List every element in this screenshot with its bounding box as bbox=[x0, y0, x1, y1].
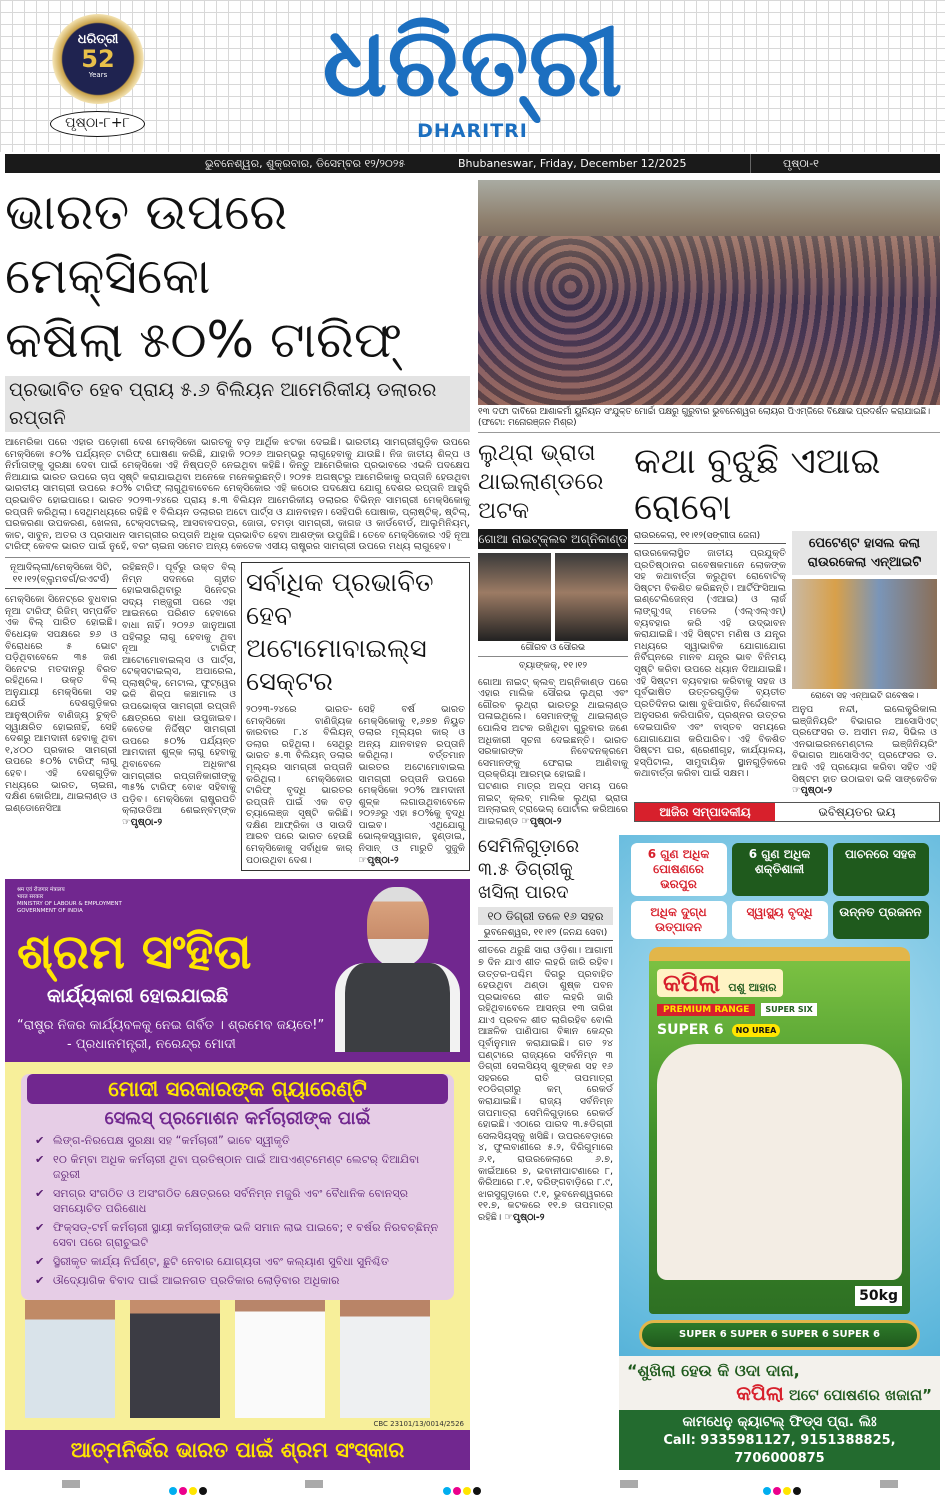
lead-column-1 bbox=[5, 562, 117, 871]
anniversary-badge bbox=[52, 14, 144, 104]
guarantee-subtitle: ସେଲସ୍ ପ୍ରମୋଶନ କର୍ମଚାରୀଙ୍କ ପାଇଁ bbox=[104, 1108, 371, 1130]
robot-photo-caption: ରୋବୋ ସହ ଏନ୍‌ଆଇଟି ଗବେଷକ। bbox=[810, 691, 919, 701]
temperature-subhead: ୧୦ ଡିଗ୍ରୀ ତଳେ ୧୬ ସହର bbox=[478, 907, 613, 925]
photo-caption: ୧୩ ଦଫା ଦାବିରେ ଆଶାକର୍ମୀ ୟୁନିୟନ ସଂଯୁକ୍ତ ମୋର୍ଚ୍ଚା ପକ୍ଷରୁ ଗୁରୁବାର ଭୁବନେଶ୍ୱର ଲୋୟର ପିଏମ୍‌ଜିରେ ବିକ୍ଷୋଭ ପ୍ରଦର୍ଶନ କରାଯାଇଛି। (ଫଟୋ: ମନୋରଞ୍ଜନ ମିଶ୍ର) bbox=[478, 405, 940, 433]
page-number: ପୃଷ୍ଠା-୧ bbox=[750, 154, 819, 173]
ad-claim: ଅଧିକ ଦୁଗ୍ଧ ଉତ୍ପାଦନ bbox=[631, 901, 727, 939]
continued-link[interactable]: ☞ପୃଷ୍ଠା-୨ bbox=[358, 854, 399, 866]
worker-photo bbox=[25, 1300, 115, 1418]
patent-headline: ପେଟେଣ୍ଟ ହାସଲ କଲା ରାଉରକେଲା ଏନ୍‌ଆଇଟି bbox=[792, 531, 937, 575]
temperature-story bbox=[478, 835, 613, 1470]
no-urea-badge: NO UREA bbox=[732, 1024, 781, 1037]
robot-photo bbox=[792, 579, 937, 689]
auto-box-headline[interactable]: ସର୍ବାଧିକ ପ୍ରଭାବିତ ହେବ ଅଟୋମୋବାଇଲ୍ସ ସେକ୍ଟର bbox=[246, 567, 434, 697]
ad-subtitle: କାର୍ଯ୍ୟକାରୀ ହୋଇଯାଇଛି bbox=[47, 985, 229, 1008]
guarantee-item: ✔ ଫିକ୍ସଡ୍-ଟର୍ମ କର୍ମଚାରୀ ସ୍ଥାୟୀ କର୍ମଚାରୀଙ୍କ ଭଳି ସମାନ ଲାଭ ପାଇବେ; ୧ ବର୍ଷର ନିରବଚ୍ଛିନ୍ନ ସେବା ପରେ ଗ୍ରାଚୁଇଟି bbox=[35, 1221, 439, 1250]
lead-col1-text: ମେକ୍ସିକୋ ସିନେଟ୍‌ରେ ବୁଧବାର ନୂଆ ଟାରିଫ୍ ରିଜିମ୍ ସମ୍ପର୍କିତ ଏକ ବିଲ୍ ପାରିତ ହୋଇଛି। ବିଧେୟକ ସପକ୍ଷରେ ୭୬ ଓ ବିରୋଧରେ ୫ ଭୋଟ ପଡ଼ିଥିବାବେଳେ ୩୫ ଜଣ ସିନେଟର ମତଦାନରୁ ବିରତ ରହିଥିଲେ। ଉକ୍ତ ବିଲ୍ ଅନୁଯାୟୀ ମେକ୍ସିକୋ ସହ ଯେଉଁ ଦେଶଗୁଡ଼ିକର ଆନୁଷ୍ଠାନିକ ବାଣିଜ୍ୟ ଚୁକ୍ତି ସ୍ୱାକ୍ଷରିତ ହୋଇନାହିଁ, ସେହି ଦେଶରୁ ଆମଦାନୀ ହେବାକୁ ଥିବା ୧,୪୦୦ ପ୍ରକାର ସାମଗ୍ରୀ ଉପରେ ୫୦% ଟାରିଫ୍ ଲାଗୁ ହେବ। ଏହି ଦେଶଗୁଡ଼ିକ ମଧ୍ୟରେ ଭାରତ, ଚାଇନା, ଦକ୍ଷିଣ କୋରିଆ, ଥାଇଲାଣ୍ଡ ଓ ଇଣ୍ଡୋନେସିଆ bbox=[5, 594, 117, 814]
robot-body-2-text: ଅନୁପ ନନ୍ଦୀ, ଇଲେକ୍ଟ୍ରିକାଲ ଇଞ୍ଜିନିୟରିଂ ବିଭାଗର ଆସୋସିଏଟ୍ ପ୍ରଫେସର ଡ. ଅସୀମ ନନ୍ଦ, ସିଭିଲ ଓ ଏନଭାଇରନମେଣ୍ଟାଲ ଇଞ୍ଜିନିୟରିଂ ବିଭାଗର ଆସୋସିଏଟ୍ ପ୍ରଫେସର ଡ. ଆଦି ଏହି ପ୍ରୟୋଗ କରିବା ସହିତ ଏହି ସିଷ୍ଟମ ହାତ ଉଠାଇବା ଭଳି ସାଙ୍କେତିକ bbox=[792, 704, 937, 785]
lead-column-2 bbox=[122, 562, 236, 871]
weight-label: 50kg bbox=[855, 1286, 902, 1306]
brand-name: କପିଲା ପଶୁ ଆହାର bbox=[657, 969, 783, 997]
tagline-2: କପିଲା ଅଟେ ପୋଷଣର ଖଜାନା” bbox=[736, 1381, 932, 1405]
guarantee-item: ✔ ଔଦ୍ୟୋଗିକ ବିବାଦ ପାଇଁ ଆଇନଗତ ପ୍ରତିକାର ଲୋଡ଼ିବାର ଅଧିକାର bbox=[35, 1274, 340, 1288]
protest-photo bbox=[478, 180, 940, 405]
robot-story bbox=[634, 439, 940, 827]
workers-photo-strip bbox=[5, 1300, 470, 1418]
thailand-text: ଗୋଆ ନାଇଟ୍ କ୍ଲବ୍ ଅଗ୍ନିକାଣ୍ଡ ପରେ ଏହାର ମାଲିକ ସୌରଭ ଲୁଥ୍ରା ଏବଂ ଗୌରବ ଲୁଥ୍ରା ଭାରତରୁ ଥାଇଲାଣ୍ଡ ପଳାଇଥିଲେ। ସେମାନଙ୍କୁ ଥାଇଲାଣ୍ଡ ପୋଲିସ ଅଟକ ରଖିଥିବା ଗୁରୁବାର ଜଣେ ଅଧିକାରୀ ସୂଚନା ଦେଇଛନ୍ତି। ଭାରତ ସରକାରଙ୍କ ନିବେଦନକ୍ରମେ ସେମାନଙ୍କୁ ଫେରାଇ ଆଣିବାକୁ ପ୍ରକ୍ରିୟା ଆରମ୍ଭ ହୋଇଛି। bbox=[478, 676, 628, 781]
right-column bbox=[478, 180, 940, 1470]
tagline-1: “ଶୁଖିଲା ହେଉ କି ଓଦା ଦାନା, bbox=[627, 1361, 800, 1380]
temperature-body bbox=[478, 945, 613, 1223]
print-registration-marks bbox=[0, 1474, 945, 1494]
odia-date: ଭୁବନେଶ୍ୱର, ଶୁକ୍ରବାର, ଡିସେମ୍ବର ୧୨/୨୦୨୫ bbox=[205, 157, 406, 170]
lead-headline-line1: ଭାରତ ଉପରେ ମେକ୍ସିକୋ bbox=[5, 183, 288, 305]
logo-latin: DHARITRI bbox=[417, 120, 528, 142]
ministry-line: MINISTRY OF LABOUR & EMPLOYMENT bbox=[17, 901, 122, 908]
page-count: ପୃଷ୍ଠା-୮+୮ bbox=[50, 111, 145, 137]
super-label: SUPER 6 bbox=[657, 1022, 724, 1039]
ad-footer: ଆତ୍ମନିର୍ଭର ଭାରତ ପାଇଁ ଶ୍ରମ ସଂସ୍କାର bbox=[5, 1430, 470, 1470]
thailand-photo-caption: ଗୌରବ ଓ ସୌରଭ bbox=[478, 641, 628, 657]
thailand-story bbox=[478, 439, 628, 827]
guarantee-item: ✔ ଲିଙ୍ଗ-ନିରପେକ୍ଷ ସୁରକ୍ଷା ସହ “କର୍ମଚାରୀ” ଭାବେ ସ୍ୱୀକୃତି bbox=[35, 1134, 290, 1148]
lead-dateline: ନୂଆଦିଲ୍ଲୀ/ମେକ୍ସିକୋ ସିଟି, ୧୧।୧୨(ବ୍ଲୁମବର୍ଗ/ରଏଟର୍ସ) bbox=[5, 562, 117, 589]
ministry-line: श्रम एवं रोजगार मंत्रालय bbox=[17, 887, 65, 894]
ad-contact bbox=[619, 1410, 940, 1470]
worker-photo bbox=[130, 1300, 220, 1418]
lead-headline[interactable] bbox=[5, 180, 470, 372]
left-column bbox=[5, 180, 470, 1470]
pm-portrait bbox=[335, 887, 460, 1052]
ad-claim: ପାଚନରେ ସହଜ bbox=[833, 843, 929, 896]
ad-claim: ଉନ୍ନତ ପ୍ରଜନନ bbox=[833, 901, 929, 939]
guarantee-item: ✔ ସ୍ଥିରୀକୃତ କାର୍ଯ୍ୟ ନିର୍ଘଣ୍ଟ, ଛୁଟି ନେବାର ଯୋଗ୍ୟତା ଏବଂ କଲ୍ୟାଣ ସୁବିଧା ସୁନିଶ୍ଚିତ bbox=[35, 1255, 389, 1269]
guarantee-item: ✔ ୧୦ କିମ୍ବା ଅଧିକ କର୍ମଚାରୀ ଥିବା ପ୍ରତିଷ୍ଠାନ ପାଇଁ ଆପଏଣ୍ଟମେଣ୍ଟ ଲେଟର୍ ଦିଆଯିବା ଜରୁରୀ bbox=[35, 1153, 420, 1182]
continued-link[interactable]: ☞ପୃଷ୍ଠା-୨ bbox=[122, 817, 163, 828]
auto-box-col2: ସେହି ବର୍ଷ ଭାରତ ମେକ୍ସିକୋକୁ ୧,୬୭୭ ନିୟୁତ ଡଲାର ମୂଲ୍ୟର କାର୍ ଓ ଅନ୍ୟ ଯାନବାହନ ରପ୍ତାନି କରିଥିଲା। ବର୍ତ୍ତମାନ ଭାରତର ଅଟୋମୋବାଇଲ ସାମଗ୍ରୀ ରପ୍ତାନି ଉପରେ ମେକ୍ସିକୋ ୨୦% ଆମଦାନୀ ଶୁଳ୍କ ଲଗାଉଥିବାବେଳେ ୨୦୨୬ରୁ ଏହା ୫୦%କୁ ବୃଦ୍ଧି ପାଇବ। ଏଥିଯୋଗୁ ଭୋଲ୍‌କସ୍‌ୱାଗନ, ହୁଣ୍ଡାଇ, ନିସାନ୍ ଓ ମାରୁତି ସୁଜୁକି bbox=[358, 703, 465, 855]
ad-attribution: - ପ୍ରଧାନମନ୍ତ୍ରୀ, ନରେନ୍ଦ୍ର ମୋଦୀ bbox=[67, 1037, 236, 1053]
badge-logo: ଧରିତ୍ରୀ bbox=[77, 32, 119, 47]
newspaper-logo[interactable] bbox=[300, 0, 645, 150]
english-date: Bhubaneswar, Friday, December 12/2025 bbox=[458, 157, 687, 170]
date-bar bbox=[5, 154, 940, 173]
phone-numbers[interactable]: Call: 9335981127, 9151388825, 7706000875 bbox=[663, 1433, 896, 1466]
check-icon: ✔ bbox=[35, 1221, 45, 1235]
check-icon: ✔ bbox=[35, 1255, 45, 1269]
guarantee-list bbox=[21, 1133, 454, 1288]
ad-claim: 6 ଗୁଣ ଅଧିକ ପୋଷଣରେ ଭରପୁର bbox=[631, 843, 727, 896]
feed-bag bbox=[649, 947, 910, 1314]
continued-link[interactable]: ☞ପୃଷ୍ଠା-୨ bbox=[521, 815, 562, 827]
super-six-badge: SUPER SIX bbox=[761, 1003, 816, 1016]
ministry-line: भारत सरकार bbox=[17, 894, 44, 901]
continued-link[interactable]: ☞ପୃଷ୍ଠା-୨ bbox=[792, 785, 833, 797]
ad-claim: 6 ଗୁଣ ଅଧିକ ଶକ୍ତିଶାଳୀ bbox=[732, 843, 828, 896]
robot-body-2 bbox=[792, 704, 937, 797]
guarantee-item: ✔ ସମଗ୍ର ସଂଗଠିତ ଓ ଅସଂଗଠିତ କ୍ଷେତ୍ରରେ ସର୍ବନିମ୍ନ ମଜୁରି ଏବଂ ବୈଧାନିକ ବୋନସ୍‌ର ସମୟୋଚିତ ପରିଶୋଧ bbox=[35, 1187, 409, 1216]
thailand-body bbox=[478, 660, 628, 827]
suspect-photo bbox=[555, 553, 628, 641]
editorial-label: ଆଜିର ସମ୍ପାଦକୀୟ bbox=[635, 803, 775, 821]
lead-intro: ଆମେରିକା ପରେ ଏହାର ପଡ଼ୋଶୀ ଦେଶ ମେକ୍ସିକୋ ଭାରତକୁ ବଡ଼ ଆର୍ଥିକ ଝଟକା ଦେଇଛି। ଭାରତୀୟ ସାମଗ୍ରୀଗୁଡ଼ିକ ଉପରେ ମେକ୍ସିକୋ ୫୦% ପର୍ଯ୍ୟନ୍ତ ଟାରିଫ୍ ଘୋଷଣା କରିଛି, ଯାହାକି ୨୦୨୬ ଆରମ୍ଭରୁ ଲାଗୁହେବାକୁ ଯାଉଛି। ନିଜ ଜାତୀୟ ଶିଳ୍ପ ଓ ନିର୍ମାତାଙ୍କୁ ସୁରକ୍ଷା ଦେବା ପାଇଁ ମେକ୍ସିକୋ ଏହି ନିଷ୍ପତ୍ତି ନେଇଥିବା କହିଛି। କିନ୍ତୁ ଆମେରିକାର ପ୍ରଭାବରେ ଏଭଳି ପଦକ୍ଷେପ ନିଆଯାଇ ଭାରତ ଉପରେ ଚାପ ସୃଷ୍ଟି କରାଯାଇଥିବା ଅନେକେ ମନେକରୁଛନ୍ତି। ୨୦୨୫ ଅଗଷ୍ଟରୁ ଆମେରିକାକୁ ରପ୍ତାନି ହେଉଥିବା ଭାରତୀୟ ସାମଗ୍ରୀ ଉପରେ ୫୦% ଟାରିଫ୍ ଲାଗୁଥିବାବେଳେ ମେକ୍ସିକୋର ଏହି କଠୋର ପଦକ୍ଷେପ ଯୋଗୁ ଦେଶର ରପ୍ତାନି ଆହୁରି ପ୍ରଭାବିତ ହୋଇପାରେ। ଭାରତ ୨୦୨୩-୨୪ରେ ପ୍ରାୟ ୫.୩ ବିଲିୟନ ଆମେରିକୀୟ ଡଲାରର ବିଭିନ୍ନ ସାମଗ୍ରୀ ମେକ୍ସିକୋକୁ ରପ୍ତାନି କରିଥିଲା। ସେଥିମଧ୍ୟରେ ରହିଛି ୧ ବିଲିୟନ ଡଲାରର ଅଟୋ ପାର୍ଟ୍ସ ଓ ଯାନବାହନ। ସେହିପରି ପୋଷାକ, ପ୍ଲାଷ୍ଟିକ୍, ଷ୍ଟିଲ୍, ଘରକରଣା ଉପକରଣ, ଖେଳନା, ଟେକ୍ସଟାଇଲ୍, ଆସବାବପତ୍ର, ଜୋତା, ଚମଡ଼ା ସାମଗ୍ରୀ, କାଗଜ ଓ କାର୍ଡବୋର୍ଡ, ଆଲୁମିନିୟମ୍, କାଚ, ସାବୁନ, ଅତର ଓ ପ୍ରସାଧନ ସାମଗ୍ରୀର ରପ୍ତାନି ଅଧିକ ପ୍ରଭାବିତ ହେବା ଆଶଙ୍କା ଉପୁଜିଛି। ତେବେ ମେକ୍ସିକୋର ଏହି ନୂଆ ଟାରିଫ୍ କେବଳ ଭାରତ ପାଇଁ ନୁହେଁ, ବରଂ ଚାଇନା ସମେତ ଅନ୍ୟ କେତେକ ଏସୀୟ ରାଷ୍ଟ୍ରର ସାମଗ୍ରୀ ଉପରେ ମଧ୍ୟ ଲାଗୁହେବ। bbox=[5, 437, 470, 553]
thailand-dateline: ବ୍ୟାଙ୍କକ୍, ୧୧।୧୨ bbox=[518, 660, 588, 671]
ad-title: ଶ୍ରମ ସଂହିତା bbox=[17, 924, 252, 981]
temperature-headline[interactable]: ସେମିଳିଗୁଡ଼ାରେ ୩.୫ ଡିଗ୍ରୀକୁ ଖସିଲା ପାରଦ bbox=[478, 836, 580, 904]
lead-subhead: ପ୍ରଭାବିତ ହେବ ପ୍ରାୟ ୫.୬ ବିଲିୟନ ଆମେରିକୀୟ ଡଲାରର ରପ୍ତାନି bbox=[5, 376, 470, 432]
temperature-text: ଶୀତରେ ଥରୁଛି ସାରା ଓଡ଼ିଶା। ଆଗାମୀ ୭ ଦିନ ଯାଏ ଶୀତ ଲହରି ଜାରି ରହିବ। ଉତ୍ତର-ପଶ୍ଚିମ ଦିଗରୁ ପ୍ରବାହିତ ହେଉଥିବା ଥଣ୍ଡା ଶୁଷ୍କ ପବନ ପ୍ରଭାବରେ ଶୀତ ଲହରି ଜାରି ରହିଥିବାବେଳେ ଆସନ୍ତା ୧୩ ତାରିଖ ଯାଏ ପ୍ରବଳ ଶୀତ ଲାଗିରହିବ ବୋଲି ଆଞ୍ଚଳିକ ପାଣିପାଗ ବିଜ୍ଞାନ କେନ୍ଦ୍ର ପୂର୍ବାନୁମାନ କରାଯାଇଛି। ଗତ ୨୪ ଘଣ୍ଟାରେ ରାଜ୍ୟରେ ସର୍ବନିମ୍ନ ୩ ଡିଗ୍ରୀ ସେଲସିୟସ୍ ଶୁଙ୍କଣ ସହ ୧୬ ସହରରେ ରାତି ତାପମାତ୍ରା ୧୦ଡିଗ୍ରୀରୁ କମ୍ ରେକର୍ଡ କରାଯାଇଛି। ରାଜ୍ୟ ସର୍ବନିମ୍ନ ତାପମାତ୍ରା ସେମିଳିଗୁଡ଼ାରେ ରେକର୍ଡ ହୋଇଛି। ଏଠାରେ ପାରଦ ୩.୫ଡିଗ୍ରୀ ସେଲସିୟସ୍‌କୁ ଖସିଛି। ଉପରବେଡ଼ାରେ ୪, ଫୁଲବାଣୀରେ ୫.୨, ଦିରିଗୁମାରେ ୬.୧, ରାଉରକେଲାରେ ୬.୭, କାଇଁଆରେ ୭, ଭବାନୀପାଟଣାରେ ୮, କିରିଆରେ ୮.୧, ଦରିଙ୍ଗବାଡ଼ିରେ ୮.୯, ଝାରସୁଗୁଡ଼ାରେ ୯.୧, ଭୁବନେଶ୍ୱରରେ ୧୧.୭, କଟକରେ ୧୧.୭ ତାପମାତ୍ରା ରହିଛି। bbox=[478, 945, 613, 1223]
cow-image bbox=[657, 1044, 902, 1280]
continued-link[interactable]: ☞ପୃଷ୍ଠା-୨ bbox=[504, 1211, 545, 1223]
company-name: କାମଧେନୁ କ୍ୟାଟଲ୍ ଫିଡ୍‌ସ ପ୍ରା. ଲିଃ bbox=[682, 1414, 877, 1430]
auto-box-col1: ୨୦୨୩-୨୪ରେ ଭାରତ-ମେକ୍ସିକୋ ବାଣିଜ୍ୟିକ କାରବାର ୮.୪ ବିଲିୟନ୍ ଡଲାର ରହିଥିଲା। ସେଥିରୁ ଭାରତ ୫.୩ ବିଲିୟନ୍ ଡଲାର ମୂଲ୍ୟର ସାମଗ୍ରୀ ରପ୍ତାନି କରିଥିଲା। ମେକ୍ସିକୋର ଟାରିଫ୍ ବୃଦ୍ଧି ଭାରତର ରପ୍ତାନି ପାଇଁ ଏକ ବଡ଼ ଚ୍ୟାଲେଞ୍ଜ ସୃଷ୍ଟି କରିଛି। ଦକ୍ଷିଣ ଆଫ୍ରିକା ଓ ସାଉଦି ଆରବ ପରେ ଭାରତ ହେଉଛି ମେକ୍ସିକୋକୁ ସର୍ବାଧିକ କାର୍ ପଠାଉଥିବା ଦେଶ। bbox=[246, 703, 353, 866]
check-icon: ✔ bbox=[35, 1274, 45, 1288]
lead-headline-line2: କଷିଲା ୫୦% ଟାରିଫ୍ bbox=[5, 311, 402, 369]
ad-code: CBC 23101/13/0014/2526 bbox=[373, 1420, 464, 1428]
front-page-content bbox=[5, 180, 940, 1470]
labour-code-advertisement bbox=[5, 879, 470, 1470]
ad-quote: “ରାଷ୍ଟ୍ର ନିଜର କାର୍ଯ୍ୟବଳକୁ ନେଇ ଗର୍ବିତ । ଶ୍ରମେବ ଜୟତେ!” bbox=[17, 1018, 325, 1034]
ministry-line: GOVERNMENT OF INDIA bbox=[17, 908, 83, 915]
robot-body: ରାଉରକେଲାସ୍ଥିତ ଜାତୀୟ ପ୍ରଯୁକ୍ତି ପ୍ରତିଷ୍ଠାନର ଗବେଷକମାନେ ଲୋକଙ୍କ ସହ କଥାବାର୍ତ୍ତା କରୁଥିବା ରୋବୋଟିକ୍ ସିଷ୍ଟମ ବିକଶିତ କରିଛନ୍ତି। ଆର୍ଟିଫିସିଆଲ ଇଣ୍ଟେଲିଜେନ୍ସ (ଏଆଇ) ଓ ଲାର୍ଜ ଲାଙ୍ଗୁଏଜ୍ ମଡେଲ (ଏଲ୍‌ଏଲ୍‌ଏମ୍) ବ୍ୟବହାର କରି ଏହି ଉଦ୍ଭାବନ କରାଯାଇଛି। ଏହି ସିଷ୍ଟମ ମଣିଷ ଓ ଯନ୍ତ୍ର ମଧ୍ୟରେ ସ୍ୱାଭାବିକ ଯୋଗାଯୋଗ ନିର୍ବିଘ୍ନରେ ମାନବ ଯନ୍ତ୍ର ଭାବ ବିନିମୟ ସୃଷ୍ଟି କରିବା ଉପରେ ଧ୍ୟାନ ଦିଆଯାଇଛି। ଏହି ସିଷ୍ଟମ ବ୍ୟବହାର କରିବାକୁ ସହଜ ଓ ପୂର୍ବଭାଷିତ ଉତ୍ତରଗୁଡ଼ିକ ବ୍ୟତୀତ ପ୍ରତିଦିନର ଭାଷା ବୁଝିପାରିବ, ନିର୍ଦ୍ଦେଶାବଳୀ ଅନୁସରଣ କରିପାରିବ, ପ୍ରଶ୍ନର ଉତ୍ତର ଦେଇପାରିବ ଏବଂ ବାସ୍ତବ ସମୟରେ ଯୋଗାଯୋଗ କରିପାରିବ। ଏହି ବିକଶିତ ସିଷ୍ଟମ ଘର, ଶ୍ରେଣୀଗୃହ, କାର୍ଯ୍ୟାଳୟ, ହସ୍ପିଟାଲ, ସାମୁଦାୟିକ ସ୍ଥାନଗୁଡ଼ିକରେ କଥାବାର୍ତ୍ତା କରିବା ପାଇଁ ସକ୍ଷମ। bbox=[634, 548, 786, 780]
ad-claim: ସ୍ୱାସ୍ଥ୍ୟ ବୃଦ୍ଧି bbox=[732, 901, 828, 939]
logo-odia: ଧରିତ୍ରୀ bbox=[322, 6, 623, 118]
ministry-logo bbox=[17, 887, 327, 915]
check-icon: ✔ bbox=[35, 1187, 45, 1201]
worker-photo bbox=[235, 1300, 325, 1418]
guarantee-panel bbox=[21, 1074, 454, 1300]
lead-col2-text: ରହିଛନ୍ତି। ପୂର୍ବରୁ ଉକ୍ତ ବିଲ୍ ନିମ୍ନ ସଦନରେ ଗୃହୀତ ହୋଇସାରିଥିବାରୁ ସିନେଟ୍‌ର ସଦ୍ୟ ମଞ୍ଜୁରୀ ପରେ ଏହା ଆଇନରେ ପରିଣତ ହେବାରେ ବାଧା ନାହିଁ। ୨୦୨୬ ଜାନୁଆରୀ ପହିଲାରୁ ଲାଗୁ ହେବାକୁ ଥିବା ନୂଆ ଟାରିଫ୍ ଆଟୋମୋବାଇଲ୍ସ ଓ ପାର୍ଟ୍ସ, ଟେକ୍ସଟାଇଲ୍ସ, ଅପାରେଲ, ପ୍ଲାଷ୍ଟିକ୍, ମେଟାଲ, ଫୁଟ୍‌ୱେର ଭଳି ଶିଳ୍ପ କଞ୍ଚାମାଲ ଓ ଉପଭୋକ୍ତା ସାମଗ୍ରୀ ରପ୍ତାନି କ୍ଷେତ୍ରରେ ବାଧା ଉପୁଜାଇବ। କେତେକ ନିର୍ଦ୍ଦିଷ୍ଟ ସାମଗ୍ରୀ ଉପରେ ୫୦% ପର୍ଯ୍ୟନ୍ତ ଆମଦାନୀ ଶୁଳ୍କ ଲାଗୁ ହେବାକୁ ଥିବାବେଳେ ଅଧିକାଂଶ ସାମଗ୍ରୀର ରପ୍ତାନିକାରୀଙ୍କୁ ୩୫% ଟାରିଫ୍ ବୋଝ ସହିବାକୁ ପଡ଼ିବ। ମେକ୍ସିକୋ ରାଷ୍ଟ୍ରପତି କ୍ଲାଉଡିଆ ଶେଇନ୍‌ବମ୍‌ଙ୍କ bbox=[122, 561, 236, 817]
badge-number: 52 bbox=[81, 45, 115, 73]
masthead bbox=[0, 0, 945, 152]
suspect-photo bbox=[478, 553, 551, 641]
thailand-headline[interactable]: ଲୁଥ୍ରା ଭ୍ରାତା ଥାଇଲାଣ୍ଡରେ ଅଟକ bbox=[478, 440, 604, 524]
worker-photo bbox=[340, 1300, 430, 1418]
thailand-text-tail: ଘଟଣାର ମାତ୍ର ଅଳ୍ପ ସମୟ ପରେ ନାଇଟ୍ କ୍ଲବ୍ ମାଲିକ ଲୁଥ୍ରା ଭ୍ରାତା ଅନ୍‌ଲାଇନ୍ ଟ୍ରାଭେଲ୍ ପୋର୍ଟାଲ କରିଆରେ ଥାଇଲାଣ୍ଡ bbox=[478, 780, 628, 827]
guarantee-title: ମୋଦୀ ସରକାରଙ୍କ ଗ୍ୟାରେଣ୍ଟି bbox=[27, 1074, 448, 1104]
badge-label: Years bbox=[88, 71, 108, 79]
editorial-teaser[interactable] bbox=[634, 802, 940, 822]
range-label: PREMIUM RANGE bbox=[657, 1004, 755, 1016]
robot-dateline: ରାଉରକେଲା, ୧୧।୧୨(ସଙ୍ଗୀତା ଜେନା) bbox=[634, 531, 786, 544]
thailand-tag: ଗୋଆ ନାଇଟ୍‌କ୍ଲବ ଅଗ୍ନିକାଣ୍ଡ bbox=[478, 529, 628, 549]
editorial-title: ଭବିଷ୍ୟତର ଭୟ bbox=[818, 804, 896, 819]
podium: SUPER 6 SUPER 6 SUPER 6 SUPER 6 bbox=[639, 1320, 920, 1350]
check-icon: ✔ bbox=[35, 1134, 45, 1148]
check-icon: ✔ bbox=[35, 1153, 45, 1167]
kapila-feed-advertisement bbox=[619, 835, 940, 1470]
auto-sector-box bbox=[241, 562, 470, 871]
robot-headline[interactable]: କଥା ବୁଝୁଛି ଏଆଇ ରୋବୋ bbox=[634, 441, 881, 528]
temperature-dateline: ଭୁବନେଶ୍ୱର, ୧୧।୧୨ (ଜନଯ ସେବା) bbox=[478, 928, 613, 941]
divider bbox=[5, 557, 470, 558]
